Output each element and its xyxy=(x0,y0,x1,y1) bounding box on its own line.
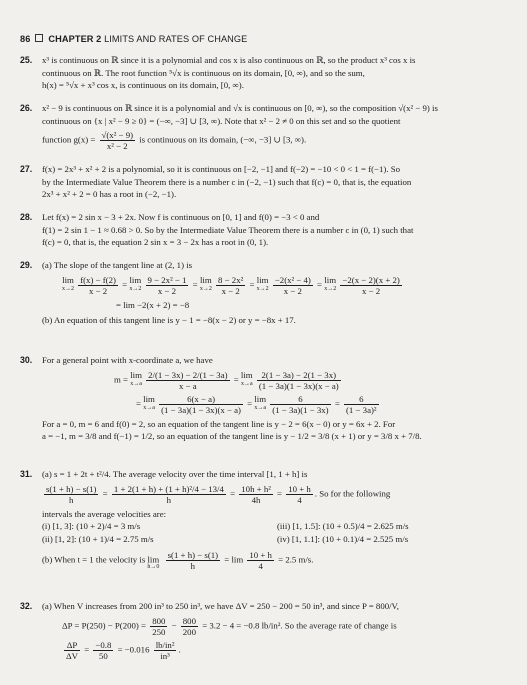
limit-subscript: x→a xyxy=(143,405,155,412)
denominator: 4 xyxy=(258,561,263,572)
denominator: x − 2 xyxy=(157,285,177,296)
text-line: x³ is continuous on ℝ since it is a polynomial and cos x is also continuous on ℝ, so the product x³ cos x is xyxy=(42,55,416,65)
numerator: 6 xyxy=(270,394,330,405)
numerator: 10 + h xyxy=(288,483,311,494)
text-line: f(x) = 2x³ + x² + 2 is a polynomial, so it is continuous on [−2, −1] and f(−2) = −10 < 0 < 1 = f(−1). So xyxy=(42,164,401,174)
math-line: $\frac{s(1 + h) - s(1)}{h}$ = $\frac{\text{1 + 2(1 + h) + (1 + h)²/4 − 13/4}}{h}$ = $\frac{\text{10h + h²}}{4h}$ = $\frac{10 + h}{4}$ . So for the following xyxy=(46,483,391,505)
problem-32 xyxy=(20,600,512,664)
limit-subscript: x→2 xyxy=(256,286,269,293)
denominator: (1 − 3a)(1 − 3x)(x − a) xyxy=(258,380,339,391)
math-line xyxy=(42,549,512,572)
numerator: 6(x − a) xyxy=(159,394,243,405)
denominator: 200 xyxy=(182,626,196,637)
fraction xyxy=(93,640,113,661)
text-line: (a) s = 1 + 2t + t²/4. The average velocity over the time interval [1, 1 + h] is xyxy=(42,469,308,479)
numerator: −0.8 xyxy=(95,639,112,650)
fraction xyxy=(44,484,98,505)
limit: lim x→a xyxy=(130,370,142,388)
fraction xyxy=(159,394,243,415)
text-fragment: function g(x) = xyxy=(42,134,96,145)
velocity-list xyxy=(42,520,512,533)
fraction xyxy=(286,484,313,505)
fraction xyxy=(344,394,379,415)
numerator: √(x² − 9) xyxy=(101,130,134,141)
numerator: 800 xyxy=(182,615,196,626)
limit: lim x→a xyxy=(143,394,155,412)
fraction xyxy=(181,616,198,637)
limit-subscript: x→a xyxy=(254,405,267,412)
text-line: f(c) = 0, that is, the equation 2 sin x = 3 − 2x has a root in (0, 1). xyxy=(42,237,269,248)
fraction xyxy=(146,370,229,391)
denominator: ΔV xyxy=(66,650,79,661)
limit: lim x→2 xyxy=(324,275,337,293)
text-line: intervals the average velocities are: xyxy=(42,508,167,519)
numerator: 1 + 2(1 + h) + (1 + h)²/4 − 13/4 xyxy=(113,483,224,494)
limit-subscript: x→2 xyxy=(324,286,337,293)
math-line: lim x→2 $\frac{f(x) - f(2)}{x - 2}$ = lim x→2 $\frac{\text{9 − 2x² − 1}}{x - 2}$ = lim x→2 $\frac{\text{8 − 2x²}}{x - 2}$ = lim x→2 $\frac{\text{−2(x² − 4)}}{x - 2}$ = lim x→2 $\frac{-2(x - 2)(x + 2)}{x - 2}$ xyxy=(62,274,400,296)
list-item: (iii) [1, 1.5]: (10 + 0.5)/4 = 2.625 m/s xyxy=(277,521,409,532)
limit: lim x→a xyxy=(240,370,253,388)
numerator: s(1 + h) − s(1) xyxy=(167,550,219,561)
denominator: 50 xyxy=(98,650,108,661)
text-line: h(x) = ⁵√x + x³ cos x, is continuous on its domain, [0, ∞). xyxy=(42,80,244,91)
math-line: m = lim x→a $\frac{2/(1 - 3x) - 2/(1 - 3a)}{x - a}$ = lim x→a $\frac{2(1 - 3a) - 2(1 - 3x)}{(1 - 3a)(1 - 3x)(x - a)}$ xyxy=(114,369,339,391)
list-item: (i) [1, 3]: (10 + 2)/4 = 3 m/s xyxy=(42,521,141,532)
numerator: 2(1 − 3a) − 2(1 − 3x) xyxy=(257,370,341,381)
limit-subscript: x→2 xyxy=(199,286,212,293)
problem-31 xyxy=(20,468,512,575)
problem-number: 28. xyxy=(20,212,33,222)
text-fragment: (b) When t = 1 the velocity is lim xyxy=(42,554,160,565)
limit-subscript: h→0 xyxy=(147,564,160,571)
fraction xyxy=(239,484,273,505)
numerator: lb/in² xyxy=(155,639,175,650)
denominator: h xyxy=(166,494,172,505)
fraction xyxy=(247,550,274,571)
problem-26 xyxy=(20,102,512,154)
problem-25 xyxy=(20,54,512,92)
problem-number: 29. xyxy=(20,260,33,270)
limit-subscript: x→a xyxy=(130,381,142,388)
denominator: 4 xyxy=(297,494,302,505)
numerator: 6 xyxy=(344,394,379,405)
text-fragment: = lim xyxy=(224,554,244,565)
numerator: f(x) − f(2) xyxy=(80,274,116,285)
problem-number: 26. xyxy=(20,103,33,113)
limit: lim x→2 xyxy=(256,275,269,293)
text-line: f(1) = 2 sin 1 − 1 ≈ 0.68 > 0. So by the Intermediate Value Theorem there is a number c in (0, 1) such that xyxy=(42,224,414,235)
page-header xyxy=(20,34,247,44)
text-fragment: ΔP = P(250) − P(200) = xyxy=(62,620,146,631)
limit-subscript: x→2 xyxy=(62,286,74,293)
numerator: 10 + h xyxy=(249,550,272,561)
text-fragment: . So for the following xyxy=(314,488,391,499)
denominator: x − 2 xyxy=(362,285,381,296)
limit: lim x→2 xyxy=(62,275,74,293)
square-icon xyxy=(35,34,43,42)
problem-number: 27. xyxy=(20,164,33,174)
denominator: (1 − 3a)(1 − 3x)(x − a) xyxy=(161,404,241,415)
fraction xyxy=(340,275,401,296)
text-line: (a) The slope of the tangent line at (2, 1) is xyxy=(42,260,193,270)
text-line: (a) When V increases from 200 in³ to 250 in³, we have ΔV = 250 − 200 = 50 in³, and since P = 800/V, xyxy=(42,601,399,611)
text-line: = lim −2(x + 2) = −8 xyxy=(116,299,190,310)
problem-number: 32. xyxy=(20,601,33,611)
problem-27 xyxy=(20,163,512,201)
numerator: 800 xyxy=(152,615,166,626)
text-line: 2x³ + x² + 2 = 0 has a root in (−2, −1). xyxy=(42,189,177,200)
fraction xyxy=(216,275,245,296)
page-number: 86 xyxy=(20,34,31,44)
list-item: (iv) [1, 1.1]: (10 + 0.1)/4 = 2.525 m/s xyxy=(277,533,409,544)
limit: lim x→2 xyxy=(129,275,142,293)
chapter-title: LIMITS AND RATES OF CHANGE xyxy=(104,34,248,44)
problem-28 xyxy=(20,211,512,249)
limit-subscript: x→2 xyxy=(129,286,142,293)
numerator: 9 − 2x² − 1 xyxy=(147,274,187,285)
text-line: For a = 0, m = 6 and f(0) = 2, so an equation of the tangent line is y − 2 = 6(x − 0) or y = 6x + 2. For xyxy=(42,418,396,429)
numerator: −2(x² − 4) xyxy=(274,274,311,285)
denominator: x² − 2 xyxy=(106,141,128,152)
limit-subscript: x→a xyxy=(240,381,253,388)
limit: lim x→a xyxy=(254,394,267,412)
denominator: x − 2 xyxy=(283,285,302,296)
denominator: (1 − 3a)² xyxy=(346,404,377,415)
fraction xyxy=(257,370,341,391)
math-line: = lim x→a $\frac{6(x - a)}{(1 - 3a)(1 - 3x)(x - a)}$ = lim x→a $\frac{6}{(1 - 3a)(1 - 3x)}$ = $\frac{6}{\text{(1 − 3a)²}}$ xyxy=(136,393,377,415)
problem-number: 31. xyxy=(20,469,33,479)
denominator: x − 2 xyxy=(221,285,240,296)
numerator: s(1 + h) − s(1) xyxy=(46,483,97,494)
fraction xyxy=(64,640,80,661)
limit: lim x→2 xyxy=(199,275,212,293)
problem-30 xyxy=(20,354,512,443)
problem-number: 25. xyxy=(20,55,33,65)
numerator: 10h + h² xyxy=(241,483,271,494)
text-line: (b) An equation of this tangent line is y − 1 = −8(x − 2) or y = −8x + 17. xyxy=(42,315,296,326)
math-line xyxy=(42,130,512,151)
chapter-label: CHAPTER 2 xyxy=(48,34,102,44)
denominator: x − 2 xyxy=(88,285,108,296)
fraction xyxy=(150,616,167,637)
denominator: x − a xyxy=(179,380,197,391)
fraction xyxy=(270,394,330,415)
denominator: h xyxy=(69,494,74,505)
text-line: a = −1, m = 3/8 and f(−1) = 1/2, so an equation of the tangent line is y − 1/2 = 3/8 (x + 1) or y = 3/8 x + 7/8. xyxy=(42,431,422,442)
text-fragment: m = xyxy=(114,374,129,385)
denominator: 250 xyxy=(152,626,166,637)
fraction xyxy=(112,484,226,505)
text-line: Let f(x) = 2 sin x − 3 + 2x. Now f is continuous on [0, 1] and f(0) = −3 < 0 and xyxy=(42,212,320,222)
denominator: in³ xyxy=(160,650,170,661)
text-line: by the Intermediate Value Theorem there is a number c in (−2, −1) such that f(c) = 0, that is, the equation xyxy=(42,176,412,187)
numerator: ΔP xyxy=(64,640,80,651)
list-item: (ii) [1, 2]: (10 + 1)/4 = 2.75 m/s xyxy=(42,533,154,544)
text-fragment: = 3.2 − 4 = −0.8 lb/in². So the average rate of change is xyxy=(202,620,397,631)
numerator: 8 − 2x² xyxy=(218,274,244,285)
fraction xyxy=(146,275,189,296)
text-line: x² − 9 is continuous on ℝ since it is a polynomial and √x is continuous on [0, ∞), so the composition √(x² − 9) is xyxy=(42,103,438,113)
text-line: For a general point with x-coordinate a, we have xyxy=(42,355,213,365)
fraction xyxy=(154,640,177,661)
denominator: (1 − 3a)(1 − 3x) xyxy=(272,404,329,415)
fraction xyxy=(273,275,313,296)
fraction xyxy=(166,550,220,571)
text-line: continuous on {x | x² − 9 ≥ 0} = (−∞, −3] ∪ [3, ∞). Note that x² − 2 ≠ 0 on this set and so the quotient xyxy=(42,115,401,126)
denominator: h xyxy=(190,561,196,572)
math-line: ΔP = P(250) − P(200) = $\frac{800}{250}$ − $\frac{800}{200}$ = 3.2 − 4 = −0.8 lb/in². So the average rate of change is xyxy=(62,615,397,637)
problem-number: 30. xyxy=(20,355,33,365)
fraction xyxy=(100,130,135,151)
text-fragment: = −0.016 xyxy=(117,644,150,655)
text-line: continuous on ℝ. The root function ⁵√x is continuous on its domain, [0, ∞), and so the sum, xyxy=(42,67,365,78)
velocity-list xyxy=(42,533,512,546)
math-line: $\frac{\Delta P}{\Delta V}$ = $\frac{-0.8}{50}$ = −0.016 $\frac{\text{lb/in²}}{\text{in³}}$ . xyxy=(66,639,181,661)
fraction xyxy=(78,275,118,296)
denominator: 4h xyxy=(251,494,261,505)
text-fragment: is continuous on its domain, (−∞, −3] ∪ [3, ∞). xyxy=(139,134,307,145)
text-fragment: = 2.5 m/s. xyxy=(278,554,314,565)
numerator: −2(x − 2)(x + 2) xyxy=(342,274,400,285)
numerator: 2/(1 − 3x) − 2/(1 − 3a) xyxy=(148,369,228,380)
problem-29 xyxy=(20,259,512,327)
